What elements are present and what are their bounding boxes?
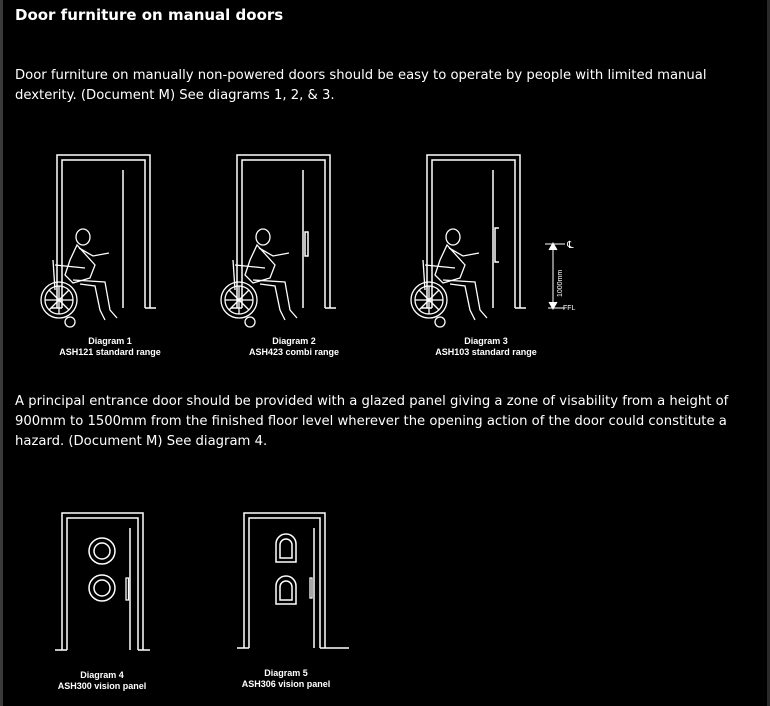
door-handle-icon: [310, 578, 312, 598]
intro-paragraph: Door furniture on manually non-powered doors should be easy to operate by people with limited manual dexterity. (Document M) See diagrams 1, 2, & 3.: [15, 68, 707, 103]
diagram-name: ASH306 vision panel: [241, 679, 331, 689]
wheelchair-user-icon: [411, 229, 487, 327]
diagram-name: ASH103 standard range: [435, 347, 537, 357]
round-vision-panel-icon: [89, 538, 115, 601]
vision-panel-paragraph: A principal entrance door should be provided with a glazed panel giving a zone of visability from a height of 900mm to 1500mm from the finished floor level wherever the opening action of the door could constitute a hazard. (Document M) See diagram 4.: [15, 394, 729, 449]
diagram-5-caption: [226, 668, 346, 690]
diagram-3-caption: [426, 336, 546, 358]
diagram-1-drawing: [35, 150, 165, 335]
floor-level-label: FFL: [563, 305, 576, 312]
dimension-height-label: 1000mm: [557, 269, 564, 297]
door-handle-icon: [126, 578, 129, 600]
diagram-3-drawing: [405, 150, 580, 335]
diagram-label: Diagram 5: [264, 668, 308, 678]
diagram-4-drawing: [50, 508, 160, 658]
section-title: Door furniture on manual doors: [15, 6, 284, 24]
diagram-name: ASH121 standard range: [59, 347, 161, 357]
wheelchair-user-icon: [41, 229, 117, 327]
diagram-label: Diagram 4: [80, 670, 124, 680]
diagram-5-drawing: [232, 508, 352, 658]
diagram-label: Diagram 3: [464, 336, 508, 346]
arched-vision-panel-icon: [276, 534, 296, 604]
diagram-2-drawing: [215, 150, 345, 335]
diagram-label: Diagram 1: [88, 336, 132, 346]
left-border: [0, 0, 3, 706]
diagram-1-caption: [50, 336, 170, 358]
diagram-4-caption: [42, 670, 162, 692]
centreline-label: ℄: [567, 240, 574, 251]
diagram-label: Diagram 2: [272, 336, 316, 346]
diagram-2-caption: [234, 336, 354, 358]
diagram-name: ASH300 vision panel: [57, 681, 147, 691]
diagram-name: ASH423 combi range: [248, 347, 340, 357]
wheelchair-user-icon: [221, 229, 297, 327]
